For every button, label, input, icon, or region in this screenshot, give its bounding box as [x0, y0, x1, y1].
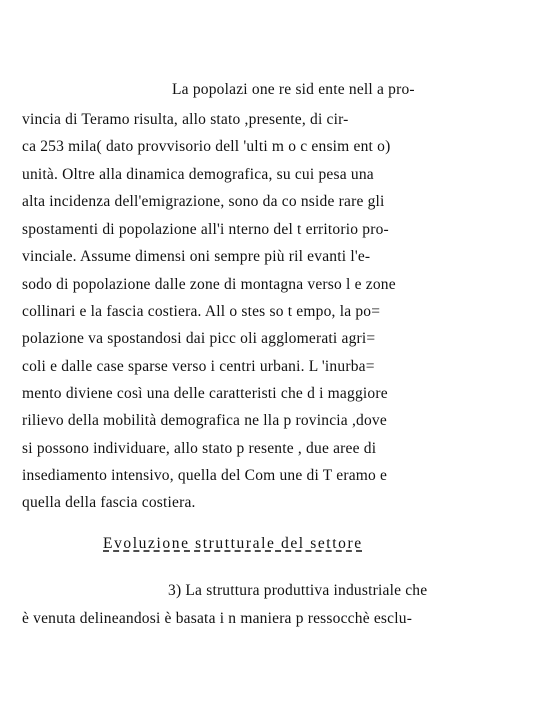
text-line: sodo di popolazione dalle zone di montagna verso l e zone	[22, 276, 396, 293]
text-line: polazione va spostandosi dai picc oli agglomerati agri=	[22, 330, 376, 347]
text-line: 3) La struttura produttiva industriale che	[168, 582, 428, 599]
text-line: è venuta delineandosi è basata i n maniera p ressocchè esclu-	[22, 610, 413, 627]
text-line: unità. Oltre alla dinamica demografica, su cui pesa una	[22, 166, 374, 183]
text-line: insediamento intensivo, quella del Com une di T eramo e	[22, 467, 388, 484]
text-line: vinciale. Assume dimensi oni sempre più ril evanti l'e-	[22, 248, 371, 265]
text-line: La popolazi one re sid ente nell a pro-	[172, 81, 415, 98]
text-line: si possono individuare, allo stato p resente , due aree di	[22, 440, 377, 457]
text-line: rilievo della mobilità demografica ne lla p rovincia ,dove	[22, 412, 387, 429]
text-line: alta incidenza dell'emigrazione, sono da co nside rare gli	[22, 193, 385, 210]
text-line: mento diviene così una delle caratteristi che d i maggiore	[22, 385, 388, 402]
section-heading: Evoluzione strutturale del settore	[103, 535, 363, 552]
text-line: quella della fascia costiera.	[22, 494, 196, 511]
text-line: ca 253 mila( dato provvisorio dell 'ulti m o c ensim ent o)	[22, 138, 391, 155]
text-line: collinari e la fascia costiera. All o stes so t empo, la po=	[22, 303, 381, 320]
text-line: coli e dalle case sparse verso i centri urbani. L 'inurba=	[22, 358, 375, 375]
text-line: vincia di Teramo risulta, allo stato ,presente, di cir-	[22, 111, 349, 128]
text-line: spostamenti di popolazione all'i nterno del t erritorio pro-	[22, 221, 389, 238]
